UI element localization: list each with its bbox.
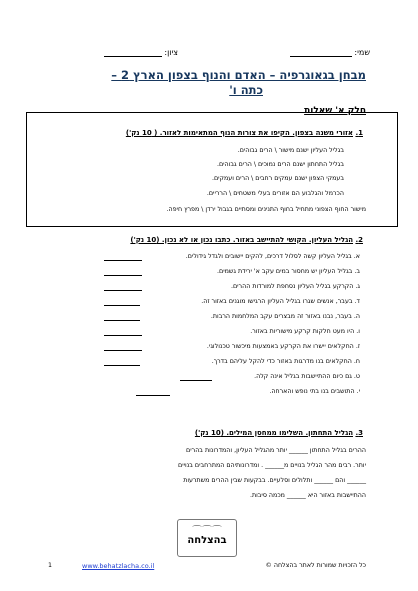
q2-row (212, 358, 360, 365)
q3-line[interactable]: ההרים בגליל התחתון ______ יותר מהגליל העליון, והמדרונות בהרים (186, 447, 366, 454)
q2-statement: החקלאים יישרו את הקרקע באמצעות מיכשור טכנולוגי. (206, 343, 354, 350)
q2-row (269, 388, 360, 395)
grade-field[interactable] (104, 48, 178, 57)
q2-statement: בגליל העליון קשה לסלול דרכים, להקים יישובים ולגדל גידולים. (185, 253, 352, 260)
q2-letter: ג. (355, 283, 360, 290)
q2-statement: גם כיום ההתיישבות בגליל אינה קלה. (254, 373, 352, 380)
q2-statement: הקרקע בגליל העליון נסחפת למורדות ההרים. (230, 283, 354, 290)
name-label: שמי: (354, 48, 370, 57)
q2-row (186, 253, 360, 260)
q2-answer-blank[interactable] (104, 290, 142, 291)
page-number: 1 (48, 562, 53, 569)
q2-statement: בעבר, אנשים שגרו בגליל העליון הרגישו מוגנים באזור זה. (201, 298, 353, 305)
q2-answer-blank[interactable] (180, 380, 212, 381)
q1-item[interactable]: בעמקי הצפון ישנם עמקים רחבים \ הרים ועמקים. (211, 175, 344, 182)
q2-statement: היו מעט חלקות קרקע מישוריות באזור. (250, 328, 355, 335)
q1-heading (126, 129, 363, 137)
q2-letter: י. (356, 388, 360, 395)
q2-answer-blank[interactable] (104, 260, 142, 261)
q3-heading (195, 429, 363, 437)
q2-letter: ז. (355, 343, 360, 350)
q2-row (207, 343, 360, 350)
q3-number: 3. (355, 429, 363, 437)
q2-statement: בגליל העליון יש מחסור במים עקב א' ירידת גשמים. (217, 268, 353, 275)
q2-instruction: הגליל העליון. הקושי להתיישב באזור. כתבו נכון או לא נכון. (10 נק') (130, 236, 354, 244)
logo-mark-icon: ⌒⌒⌒ (192, 526, 222, 537)
q2-row (217, 268, 360, 275)
q1-number: 1. (355, 129, 363, 137)
q3-instruction: הגליל התחתון. השלימו ממחסן המילים. (10 נק') (194, 429, 354, 437)
q2-letter: ו. (356, 328, 360, 335)
q2-letter: א. (353, 253, 360, 260)
q2-letter: ב. (354, 268, 360, 275)
part-title: חלק א' שאלות (304, 106, 366, 116)
q2-letter: ד. (354, 298, 360, 305)
title-line1: מבחן בגאוגרפיה – האדם והנוף בצפון הארץ 2 – (111, 68, 366, 82)
q1-item[interactable]: בגליל התחתון ישנם הרים נמוכים \ הרים גבוהים. (216, 161, 344, 168)
q2-row (231, 283, 360, 290)
q3-line[interactable]: ______ והם ______ ותלולים וסלעיים. בבקעות שבין ההרים משתרעות (183, 477, 366, 484)
name-blank[interactable] (290, 56, 352, 57)
q1-item[interactable]: הכרמל והגלבוע הם אזורים בעלי משטחים \ הרריים. (206, 190, 344, 197)
grade-label: ציון: (164, 48, 178, 57)
q2-row (201, 298, 360, 305)
title-line2: כתה ו' (229, 83, 263, 97)
q3-line[interactable]: ההתיישבות באזור היא ______ מכמה סיבות. (249, 492, 366, 499)
name-field[interactable] (290, 48, 370, 57)
q2-answer-blank[interactable] (104, 335, 142, 336)
q2-answer-blank[interactable] (104, 305, 140, 306)
q2-number: 2. (355, 236, 363, 244)
q2-statement: בעבר, נבנו באזור זה מבצרים עקב המלחמות הרבות. (210, 313, 352, 320)
q2-row (254, 373, 360, 380)
q2-heading (130, 236, 363, 244)
q2-letter: ט. (353, 373, 360, 380)
q2-answer-blank[interactable] (104, 320, 140, 321)
logo-text: בהצלחה (187, 535, 227, 546)
q2-answer-blank[interactable] (136, 395, 170, 396)
grade-blank[interactable] (104, 56, 162, 57)
q2-answer-blank[interactable] (104, 350, 142, 351)
q3-line[interactable]: יותר. רבים מהר הגליל בנויים מ______ . ומדרונותיהם המתרחבים בנויים (178, 462, 366, 469)
footer-rights: כל הזכויות שמורות לאתר בהצלחה © (265, 562, 366, 569)
q2-letter: ה. (353, 313, 360, 320)
footer-link[interactable]: www.behatzlacha.co.il (82, 562, 155, 570)
q1-instruction: אזורי משנה בצפון. הקיפו את צורות הנוף המתאימות לאזור. ( 10 נק') (125, 129, 354, 137)
q2-statement: התושבים בנו בתי נופש והארחה. (269, 388, 355, 395)
q2-answer-blank[interactable] (104, 275, 142, 276)
q2-statement: החקלאים בנו מדרגות באזור כדי להקל עליהם בדרך. (211, 358, 352, 365)
q2-letter: ח. (353, 358, 360, 365)
q1-item[interactable]: מישור החוף הצפוני מתחיל בחוף התנינים ומסתיים בגבול ירדן \ מפרץ חיפה. (166, 206, 366, 213)
q2-answer-blank[interactable] (104, 365, 140, 366)
behatzlacha-logo (177, 519, 237, 557)
q2-row (211, 313, 360, 320)
q1-item[interactable]: בגליל העליון ישנם מישור \ הרים גבוהים. (237, 147, 344, 154)
q2-row (250, 328, 360, 335)
